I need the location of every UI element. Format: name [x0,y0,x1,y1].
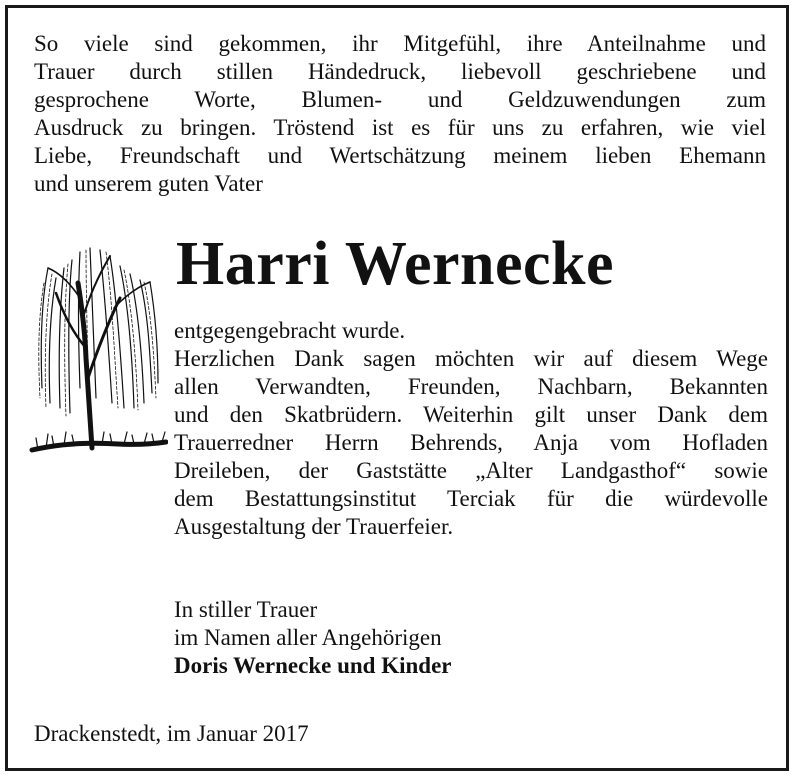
closing-block [174,596,452,680]
body-line: Trauerredner Herrn Behrends, Anja vom Hofladen [174,430,768,455]
body-line: entgegengebracht wurde. [174,318,406,343]
intro-line: Trauer durch stillen Händedruck, liebevoll geschriebene und [34,59,766,84]
signature: Doris Wernecke und Kinder [174,653,452,678]
body-line: und den Skatbrüdern. Weiterhin gilt unser Dank dem [174,402,768,427]
intro-line: Liebe, Freundschaft und Wertschätzung meinem lieben Ehemann [34,143,766,168]
intro-line: Ausdruck zu bringen. Tröstend ist es für uns zu erfahren, wie viel [34,115,766,140]
intro-paragraph [34,30,766,198]
closing-line: im Namen aller Angehörigen [174,625,442,650]
body-line: Dreileben, der Gaststätte „Alter Landgasthof“ sowie [174,458,768,483]
intro-line: und unserem guten Vater [34,171,263,196]
body-line: Ausgestaltung der Trauerfeier. [174,514,454,539]
place-date: Drackenstedt, im Januar 2017 [34,721,309,746]
weeping-willow-icon [28,238,168,468]
body-line: dem Bestattungsinstitut Terciak für die würdevolle [174,486,768,511]
intro-line: gesprochene Worte, Blumen- und Geldzuwendungen zum [34,87,766,112]
body-line: allen Verwandten, Freunden, Nachbarn, Bekannten [174,374,768,399]
body-line: Herzlichen Dank sagen möchten wir auf diesem Wege [174,346,768,371]
thanks-paragraph [174,317,768,541]
deceased-name: Harri Wernecke [176,230,615,298]
intro-line: So viele sind gekommen, ihr Mitgefühl, ihre Anteilnahme und [34,31,766,56]
closing-line: In stiller Trauer [174,597,318,622]
